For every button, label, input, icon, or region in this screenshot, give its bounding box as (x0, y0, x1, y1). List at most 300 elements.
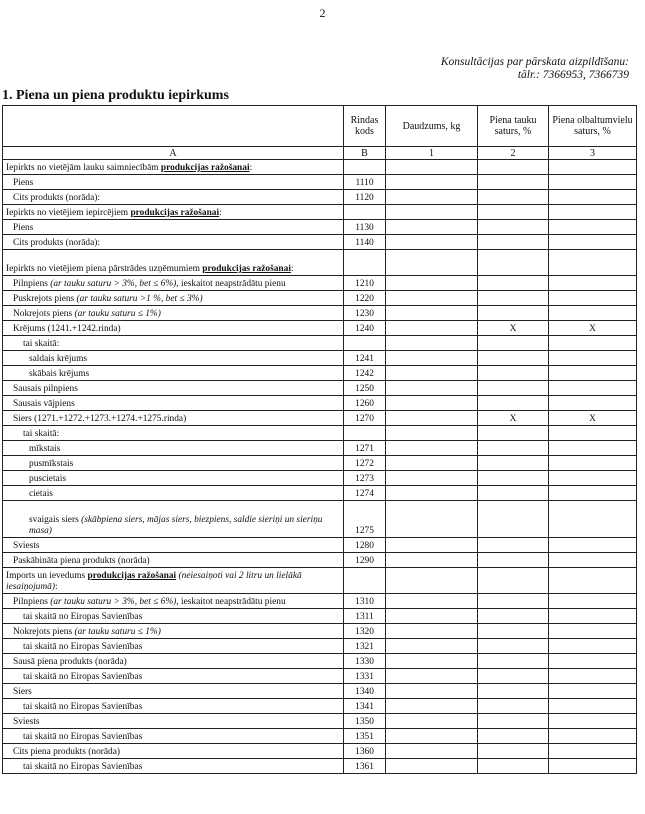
row-code: 1341 (344, 699, 386, 714)
quantity-cell[interactable] (386, 654, 478, 669)
row-label (3, 336, 344, 351)
row-label-text: Cits produkts (norāda): (13, 238, 100, 248)
protein-content-cell[interactable] (549, 538, 637, 553)
protein-content-cell[interactable] (549, 486, 637, 501)
table-row (3, 321, 637, 336)
row-code: 1311 (344, 609, 386, 624)
protein-content-cell[interactable] (549, 714, 637, 729)
fat-content-cell[interactable] (478, 744, 549, 759)
row-label-suffix: , ieskaitot neapstrādātu pienu (176, 597, 286, 607)
row-label-text: Iepirkts no vietējiem piena pārstrādes uzņēmumiem (6, 264, 203, 274)
row-label-text: tai skaitā no Eiropas Savienības (23, 702, 143, 712)
fat-content-cell[interactable] (478, 456, 549, 471)
row-label (3, 291, 344, 306)
quantity-cell[interactable] (386, 553, 478, 568)
row-label-text: Iepirkts no vietējām lauku saimniecībām (6, 163, 161, 173)
row-label (3, 366, 344, 381)
table-row (3, 486, 637, 501)
quantity-cell[interactable] (386, 609, 478, 624)
row-label-text: cietais (29, 489, 53, 499)
quantity-cell[interactable] (386, 411, 478, 426)
row-label-note: (neiesaiņoti vai 2 litru un lielākā iesaiņojumā) (6, 571, 302, 592)
protein-content-cell (549, 568, 637, 594)
row-label (3, 759, 344, 774)
row-label-text: saldais krējums (29, 354, 88, 364)
protein-content-cell (549, 426, 637, 441)
table-row (3, 456, 637, 471)
fat-content-cell[interactable] (478, 351, 549, 366)
table-row (3, 714, 637, 729)
quantity-cell[interactable] (386, 714, 478, 729)
fat-content-cell (478, 205, 549, 220)
protein-content-cell[interactable] (549, 654, 637, 669)
row-label (3, 175, 344, 190)
row-label (3, 699, 344, 714)
protein-content-cell[interactable] (549, 396, 637, 411)
table-row (3, 538, 637, 553)
fat-content-cell[interactable] (478, 471, 549, 486)
table-row (3, 235, 637, 250)
row-label (3, 235, 344, 250)
protein-content-cell[interactable] (549, 220, 637, 235)
row-label-text: Sausais vājpiens (13, 399, 75, 409)
fat-content-cell[interactable] (478, 699, 549, 714)
protein-content-cell[interactable] (549, 609, 637, 624)
row-code: 1272 (344, 456, 386, 471)
section-header-row (3, 568, 637, 594)
row-label-text: Pilnpiens (13, 597, 51, 607)
table-row (3, 471, 637, 486)
row-code: 1340 (344, 684, 386, 699)
protein-content-cell (549, 205, 637, 220)
table-row (3, 351, 637, 366)
protein-content-cell[interactable] (549, 351, 637, 366)
quantity-cell[interactable] (386, 381, 478, 396)
row-label-colon: : (249, 163, 253, 173)
row-label-text: Paskābināta piena produkts (norāda) (13, 556, 150, 566)
row-code: 1220 (344, 291, 386, 306)
header-quantity: Daudzums, kg (386, 106, 478, 147)
letter-1: 1 (386, 147, 478, 160)
row-label (3, 276, 344, 291)
table-row (3, 426, 637, 441)
row-label-text: tai skaitā: (23, 339, 60, 349)
quantity-cell[interactable] (386, 684, 478, 699)
letter-a: A (3, 147, 344, 160)
row-code: 1330 (344, 654, 386, 669)
table-row (3, 654, 637, 669)
quantity-cell[interactable] (386, 759, 478, 774)
row-code: 1270 (344, 411, 386, 426)
protein-content-cell: X (549, 321, 637, 336)
row-label (3, 190, 344, 205)
fat-content-cell[interactable] (478, 276, 549, 291)
row-label-note: (ar tauku saturu > 3%, bet ≤ 6%) (50, 279, 177, 289)
quantity-cell[interactable] (386, 190, 478, 205)
quantity-cell[interactable] (386, 538, 478, 553)
row-label (3, 351, 344, 366)
quantity-cell[interactable] (386, 456, 478, 471)
fat-content-cell (478, 568, 549, 594)
row-code: 1271 (344, 441, 386, 456)
row-label-note: (skābpiena siers, mājas siers, biezpiens, saldie sieriņi un sieriņu masa) (29, 515, 323, 536)
protein-content-cell: X (549, 411, 637, 426)
row-label (3, 426, 344, 441)
row-code (344, 336, 386, 351)
row-code: 1360 (344, 744, 386, 759)
row-label-text: tai skaitā no Eiropas Savienības (23, 672, 143, 682)
row-label-text: Imports un ievedums (6, 571, 88, 581)
protein-content-cell[interactable] (549, 699, 637, 714)
quantity-cell[interactable] (386, 744, 478, 759)
protein-content-cell[interactable] (549, 471, 637, 486)
row-code: 1280 (344, 538, 386, 553)
row-label-text: Sviests (13, 717, 40, 727)
row-label-text: Siers (1271.+1272.+1273.+1274.+1275.rinda) (13, 414, 187, 424)
fat-content-cell[interactable] (478, 501, 549, 538)
row-label-underlined: produkcijas ražošanai (160, 163, 250, 173)
section-header-row (3, 250, 637, 276)
row-label-text: tai skaitā no Eiropas Savienības (23, 642, 143, 652)
protein-content-cell[interactable] (549, 190, 637, 205)
quantity-cell[interactable] (386, 220, 478, 235)
row-label-text: Iepirkts no vietējiem iepircējiem (6, 208, 131, 218)
row-label-text: mīkstais (29, 444, 61, 454)
row-label-text: tai skaitā no Eiropas Savienības (23, 762, 143, 772)
row-label-text: tai skaitā: (23, 429, 60, 439)
fat-content-cell[interactable] (478, 654, 549, 669)
fat-content-cell[interactable] (478, 175, 549, 190)
row-label-text: Puskrejots piens (13, 294, 77, 304)
row-label (3, 250, 344, 276)
row-label (3, 486, 344, 501)
quantity-cell (386, 160, 478, 175)
letter-b: B (344, 147, 386, 160)
protein-content-cell[interactable] (549, 684, 637, 699)
table-header-row (3, 106, 637, 147)
protein-content-cell[interactable] (549, 441, 637, 456)
quantity-cell[interactable] (386, 276, 478, 291)
row-label (3, 594, 344, 609)
fat-content-cell[interactable] (478, 291, 549, 306)
row-code (344, 205, 386, 220)
row-label-underlined: produkcijas ražošanai (87, 571, 177, 581)
table-row (3, 336, 637, 351)
header-row-code: Rindas kods (344, 106, 386, 147)
row-code: 1351 (344, 729, 386, 744)
quantity-cell[interactable] (386, 669, 478, 684)
fat-content-cell (478, 250, 549, 276)
row-code: 1110 (344, 175, 386, 190)
fat-content-cell[interactable] (478, 235, 549, 250)
quantity-cell (386, 205, 478, 220)
table-row (3, 594, 637, 609)
table-row (3, 396, 637, 411)
row-label (3, 538, 344, 553)
row-label-text: Sausā piena produkts (norāda) (13, 657, 127, 667)
row-code: 1321 (344, 639, 386, 654)
fat-content-cell (478, 160, 549, 175)
protein-content-cell[interactable] (549, 366, 637, 381)
row-code (344, 160, 386, 175)
quantity-cell (386, 568, 478, 594)
fat-content-cell[interactable] (478, 538, 549, 553)
section-header-row (3, 160, 637, 175)
table-row (3, 276, 637, 291)
row-label (3, 609, 344, 624)
quantity-cell (386, 426, 478, 441)
row-label (3, 624, 344, 639)
row-label-text: Siers (13, 687, 32, 697)
quantity-cell[interactable] (386, 321, 478, 336)
row-label (3, 471, 344, 486)
protein-content-cell[interactable] (549, 744, 637, 759)
protein-content-cell[interactable] (549, 381, 637, 396)
table-row (3, 744, 637, 759)
row-code: 1240 (344, 321, 386, 336)
row-label-text: puscietais (29, 474, 66, 484)
row-code: 1241 (344, 351, 386, 366)
row-code: 1331 (344, 669, 386, 684)
row-label (3, 205, 344, 220)
table-row (3, 306, 637, 321)
protein-content-cell[interactable] (549, 729, 637, 744)
quantity-cell[interactable] (386, 366, 478, 381)
row-code: 1242 (344, 366, 386, 381)
fat-content-cell[interactable] (478, 609, 549, 624)
row-label (3, 654, 344, 669)
quantity-cell (386, 336, 478, 351)
table-row (3, 411, 637, 426)
row-label-colon: : (54, 582, 58, 592)
quantity-cell[interactable] (386, 639, 478, 654)
quantity-cell[interactable] (386, 729, 478, 744)
row-code (344, 250, 386, 276)
table-row (3, 729, 637, 744)
row-code: 1120 (344, 190, 386, 205)
letter-3: 3 (549, 147, 637, 160)
row-label (3, 553, 344, 568)
row-label-text: Pilnpiens (13, 279, 51, 289)
section-header-row (3, 205, 637, 220)
row-label-text: Nokrejots piens (13, 309, 75, 319)
row-label-text: Cits produkts (norāda): (13, 193, 100, 203)
row-label (3, 684, 344, 699)
protein-content-cell (549, 160, 637, 175)
protein-content-cell[interactable] (549, 175, 637, 190)
quantity-cell[interactable] (386, 471, 478, 486)
protein-content-cell[interactable] (549, 276, 637, 291)
fat-content-cell[interactable] (478, 669, 549, 684)
row-label (3, 160, 344, 175)
row-label-underlined: produkcijas ražošanai (202, 264, 291, 274)
header-name (3, 106, 344, 147)
row-code: 1140 (344, 235, 386, 250)
row-label (3, 669, 344, 684)
fat-content-cell (478, 426, 549, 441)
page-number: 2 (319, 6, 326, 20)
quantity-cell[interactable] (386, 235, 478, 250)
row-code: 1250 (344, 381, 386, 396)
protein-content-cell[interactable] (549, 306, 637, 321)
row-label-text: skābais krējums (29, 369, 90, 379)
quantity-cell[interactable] (386, 699, 478, 714)
consultation-phone: tālr.: 7366953, 7366739 (517, 69, 629, 81)
row-code (344, 568, 386, 594)
row-label-text: tai skaitā no Eiropas Savienības (23, 612, 143, 622)
row-label-text: Nokrejots piens (13, 627, 75, 637)
row-label (3, 639, 344, 654)
fat-content-cell[interactable] (478, 190, 549, 205)
row-label (3, 456, 344, 471)
table-row (3, 175, 637, 190)
table-row (3, 220, 637, 235)
row-label-underlined: produkcijas ražošanai (130, 208, 220, 218)
fat-content-cell[interactable] (478, 553, 549, 568)
fat-content-cell[interactable] (478, 759, 549, 774)
quantity-cell[interactable] (386, 501, 478, 538)
row-code: 1320 (344, 624, 386, 639)
quantity-cell (386, 250, 478, 276)
row-label-text: Piens (13, 223, 34, 233)
row-code: 1130 (344, 220, 386, 235)
row-code: 1273 (344, 471, 386, 486)
consultation-info (441, 56, 629, 82)
quantity-cell[interactable] (386, 396, 478, 411)
section-title: 1. Piena un piena produktu iepirkums (2, 88, 229, 103)
row-code: 1310 (344, 594, 386, 609)
quantity-cell[interactable] (386, 351, 478, 366)
table-row (3, 381, 637, 396)
protein-content-cell[interactable] (549, 594, 637, 609)
protein-content-cell[interactable] (549, 291, 637, 306)
row-label (3, 306, 344, 321)
row-label-text: tai skaitā no Eiropas Savienības (23, 732, 143, 742)
row-code: 1230 (344, 306, 386, 321)
milk-purchase-table (2, 105, 637, 774)
protein-content-cell[interactable] (549, 235, 637, 250)
table-row (3, 609, 637, 624)
fat-content-cell[interactable] (478, 486, 549, 501)
row-code: 1210 (344, 276, 386, 291)
header-fat-content: Piena tauku saturs, % (478, 106, 549, 147)
fat-content-cell[interactable] (478, 714, 549, 729)
fat-content-cell: X (478, 321, 549, 336)
protein-content-cell[interactable] (549, 553, 637, 568)
table-body (3, 160, 637, 774)
row-code: 1361 (344, 759, 386, 774)
fat-content-cell[interactable] (478, 594, 549, 609)
consultation-line-1: Konsultācijas par pārskata aizpildīšanu: (440, 56, 629, 68)
fat-content-cell[interactable] (478, 366, 549, 381)
quantity-cell[interactable] (386, 486, 478, 501)
fat-content-cell (478, 336, 549, 351)
fat-content-cell[interactable] (478, 441, 549, 456)
header-protein-content: Piena olbaltumvielu saturs, % (549, 106, 637, 147)
row-label-text: Piens (13, 178, 34, 188)
row-label-text: svaigais siers (29, 515, 82, 525)
row-label-text: Cits piena produkts (norāda) (13, 747, 121, 757)
row-label (3, 501, 344, 538)
fat-content-cell[interactable] (478, 684, 549, 699)
row-label-note: (ar tauku saturu >1 %, bet ≤ 3%) (76, 294, 203, 304)
row-label-text: Krējums (1241.+1242.rinda) (13, 324, 121, 334)
quantity-cell[interactable] (386, 624, 478, 639)
row-label-note: (ar tauku saturu ≤ 1%) (74, 627, 161, 637)
table-row (3, 501, 637, 538)
quantity-cell[interactable] (386, 306, 478, 321)
letter-2: 2 (478, 147, 549, 160)
protein-content-cell[interactable] (549, 639, 637, 654)
row-label-text: pusmīkstais (29, 459, 74, 469)
quantity-cell[interactable] (386, 594, 478, 609)
table-row (3, 190, 637, 205)
row-code: 1350 (344, 714, 386, 729)
row-label-colon: : (219, 208, 222, 218)
row-label (3, 714, 344, 729)
fat-content-cell[interactable] (478, 396, 549, 411)
row-label-note: (ar tauku saturu ≤ 1%) (74, 309, 161, 319)
row-label (3, 744, 344, 759)
table-row (3, 624, 637, 639)
row-label (3, 568, 344, 594)
protein-content-cell[interactable] (549, 501, 637, 538)
row-label (3, 729, 344, 744)
row-code: 1290 (344, 553, 386, 568)
protein-content-cell (549, 250, 637, 276)
row-code (344, 426, 386, 441)
table-row (3, 441, 637, 456)
fat-content-cell[interactable] (478, 639, 549, 654)
quantity-cell[interactable] (386, 441, 478, 456)
protein-content-cell[interactable] (549, 624, 637, 639)
table-row (3, 684, 637, 699)
protein-content-cell[interactable] (549, 669, 637, 684)
table-row (3, 759, 637, 774)
table-row (3, 669, 637, 684)
row-label (3, 411, 344, 426)
fat-content-cell[interactable] (478, 220, 549, 235)
fat-content-cell[interactable] (478, 306, 549, 321)
row-label-text: Sviests (13, 541, 40, 551)
row-label (3, 381, 344, 396)
fat-content-cell[interactable] (478, 381, 549, 396)
row-label (3, 220, 344, 235)
row-label-text: Sausais pilnpiens (13, 384, 78, 394)
quantity-cell[interactable] (386, 291, 478, 306)
protein-content-cell[interactable] (549, 456, 637, 471)
protein-content-cell (549, 336, 637, 351)
quantity-cell[interactable] (386, 175, 478, 190)
table-row (3, 291, 637, 306)
row-code: 1275 (344, 501, 386, 538)
protein-content-cell[interactable] (549, 759, 637, 774)
table-row (3, 366, 637, 381)
row-label (3, 441, 344, 456)
row-code: 1274 (344, 486, 386, 501)
row-label-suffix: , ieskaitot neapstrādātu pienu (176, 279, 286, 289)
table-row (3, 699, 637, 714)
fat-content-cell: X (478, 411, 549, 426)
row-label (3, 396, 344, 411)
row-label-note: (ar tauku saturu > 3%, bet ≤ 6%) (50, 597, 177, 607)
table-row (3, 553, 637, 568)
table-row (3, 639, 637, 654)
row-label-colon: : (290, 264, 294, 274)
table-letter-row (3, 147, 637, 160)
fat-content-cell[interactable] (478, 624, 549, 639)
fat-content-cell[interactable] (478, 729, 549, 744)
